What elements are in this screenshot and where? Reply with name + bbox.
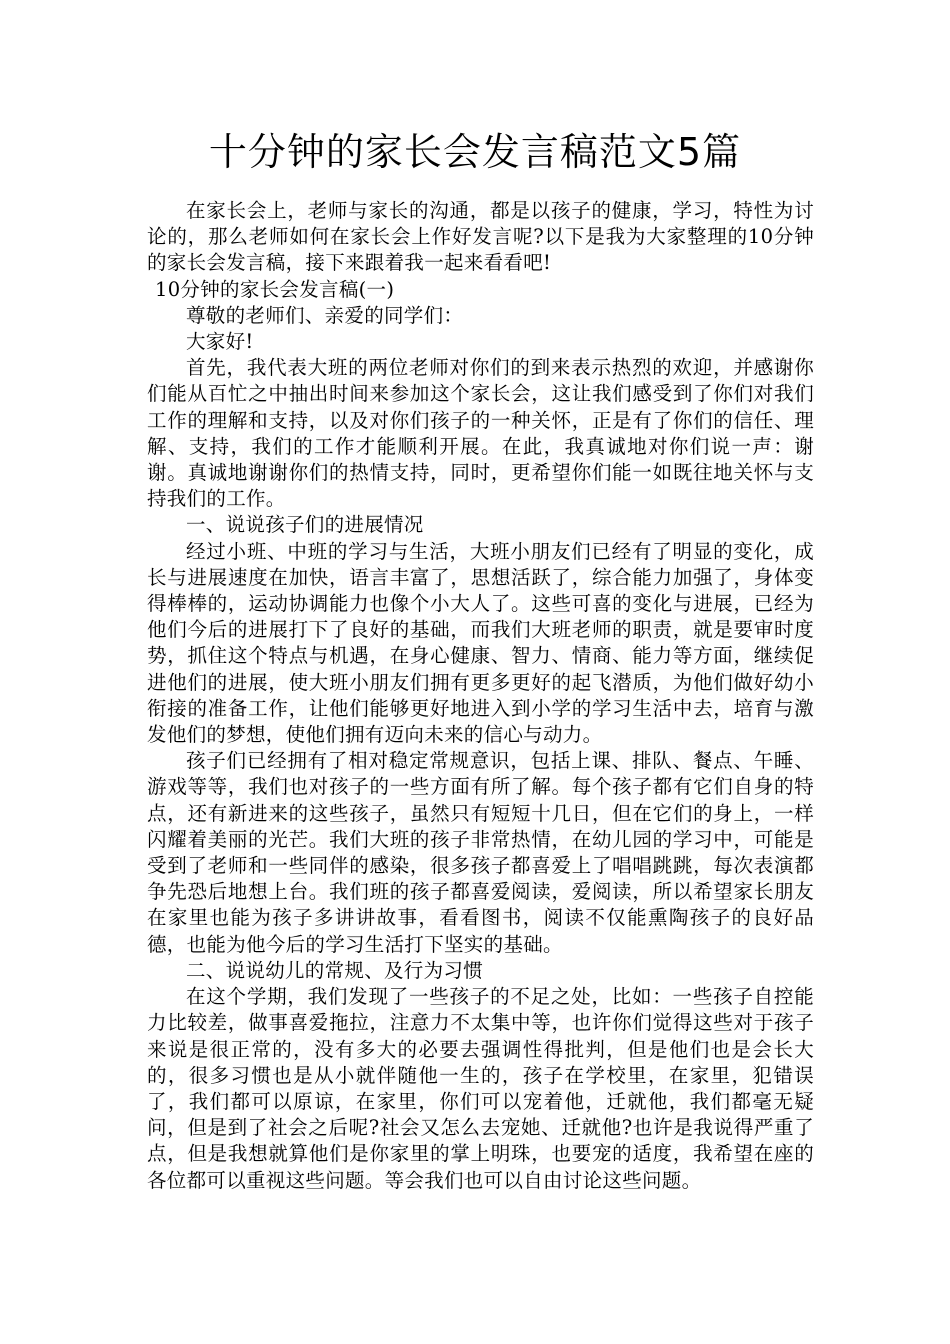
section-heading-progress: 一、说说孩子们的进展情况 bbox=[186, 513, 424, 537]
welcome-paragraph: 首先，我代表大班的两位老师对你们的到来表示热烈的欢迎，并感谢你们能从百忙之中抽出时间来参加这个家长会，这让我们感受到了你们对我们工作的理解和支持，以及对你们孩子的一种关怀，正是有了你们的信任、理解、支持，我们的工作才能顺利开展。在此，我真诚地对你们说一声：谢谢。真诚地谢谢你们的热情支持，同时，更希望你们能一如既往地关怀与支持我们的工作。 bbox=[147, 356, 814, 511]
intro-paragraph: 在家长会上，老师与家长的沟通，都是以孩子的健康，学习，特性为讨论的，那么老师如何在家长会上作好发言呢?以下是我为大家整理的10分钟的家长会发言稿，接下来跟着我一起来看看吧! bbox=[147, 199, 814, 275]
section-title: 10分钟的家长会发言稿(一) bbox=[155, 277, 395, 301]
habits-awareness-paragraph: 孩子们已经拥有了相对稳定常规意识，包括上课、排队、餐点、午睡、游戏等等，我们也对孩子的一些方面有所了解。每个孩子都有它们自身的特点，还有新进来的这些孩子，虽然只有短短十几日，但在它们的身上，一样闪耀着美丽的光芒。我们大班的孩子非常热情，在幼儿园的学习中，可能是受到了老师和一些同伴的感染，很多孩子都喜爱上了唱唱跳跳，每次表演都争先恐后地想上台。我们班的孩子都喜爱阅读，爱阅读，所以希望家长朋友在家里也能为孩子多讲讲故事，看看图书，阅读不仅能熏陶孩子的良好品德，也能为他今后的学习生活打下坚实的基础。 bbox=[147, 749, 814, 956]
salutation: 尊敬的老师们、亲爱的同学们： bbox=[186, 303, 464, 327]
document-title: 十分钟的家长会发言稿范文5篇 bbox=[208, 130, 742, 174]
behavior-paragraph: 在这个学期，我们发现了一些孩子的不足之处，比如：一些孩子自控能力比较差，做事喜爱拖拉，注意力不太集中等，也许你们觉得这些对于孩子来说是很正常的，没有多大的必要去强调性得批判，但是他们也是会长大的，很多习惯也是从小就伴随他一生的，孩子在学校里，在家里，犯错误了，我们都可以原谅，在家里，你们可以宠着他，迁就他，我们都毫无疑问，但是到了社会之后呢?社会又怎么去宠她、迁就他?也许是我说得严重了点，但是我想就算他们是你家里的掌上明珠，也要宠的适度，我希望在座的各位都可以重视这些问题。等会我们也可以自由讨论这些问题。 bbox=[147, 985, 814, 1192]
document-body bbox=[147, 198, 814, 1194]
progress-paragraph: 经过小班、中班的学习与生活，大班小朋友们已经有了明显的变化，成长与进展速度在加快，语言丰富了，思想活跃了，综合能力加强了，身体变得棒棒的，运动协调能力也像个小大人了。这些可喜的变化与进展，已经为他们今后的进展打下了良好的基础，而我们大班老师的职责，就是要审时度势，抓住这个特点与机遇，在身心健康、智力、情商、能力等方面，继续促进他们的进展，使大班小朋友们拥有更多更好的起飞潜质，为他们做好幼小衔接的准备工作，让他们能够更好地进入到小学的学习生活中去，培育与激发他们的梦想，使他们拥有迈向未来的信心与动力。 bbox=[147, 539, 814, 747]
section-heading-behavior: 二、说说幼儿的常规、及行为习惯 bbox=[186, 958, 484, 982]
greeting: 大家好! bbox=[186, 330, 254, 354]
